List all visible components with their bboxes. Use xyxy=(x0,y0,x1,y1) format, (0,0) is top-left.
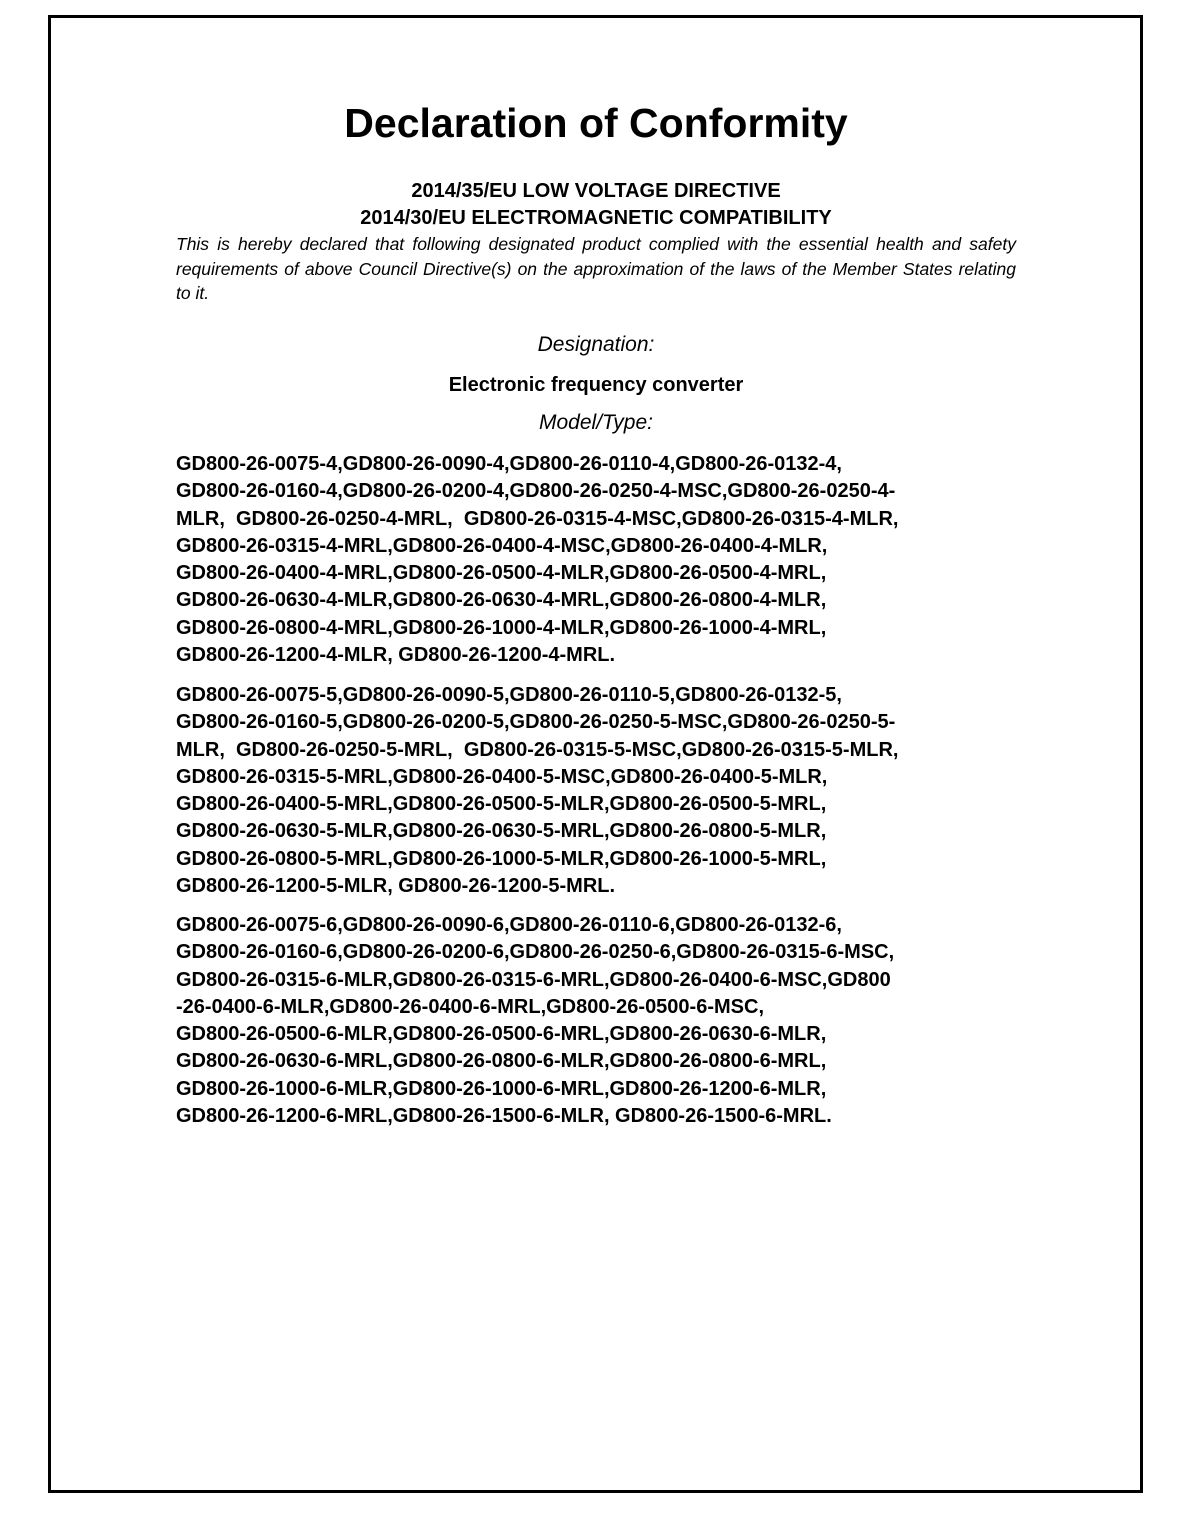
model-line: MLR, GD800-26-0250-4-MRL, GD800-26-0315-4-MSC,GD800-26-0315-4-MLR, xyxy=(176,507,899,530)
directive-low-voltage: 2014/35/EU LOW VOLTAGE DIRECTIVE xyxy=(411,180,781,202)
model-line: GD800-26-0315-6-MLR,GD800-26-0315-6-MRL,GD800-26-0400-6-MSC,GD800 xyxy=(176,968,891,991)
model-line: MLR, GD800-26-0250-5-MRL, GD800-26-0315-5-MSC,GD800-26-0315-5-MLR, xyxy=(176,738,899,761)
model-line: GD800-26-0315-5-MRL,GD800-26-0400-5-MSC,GD800-26-0400-5-MLR, xyxy=(176,765,828,788)
model-line: GD800-26-0075-5,GD800-26-0090-5,GD800-26-0110-5,GD800-26-0132-5, xyxy=(176,684,842,706)
model-type-label: Model/Type: xyxy=(539,411,653,434)
model-group-400v xyxy=(176,451,1026,669)
model-line: GD800-26-1200-4-MLR, GD800-26-1200-4-MRL. xyxy=(176,644,616,667)
model-line: GD800-26-0160-4,GD800-26-0200-4,GD800-26-0250-4-MSC,GD800-26-0250-4- xyxy=(176,480,896,503)
directive-list xyxy=(176,178,1016,232)
model-group-500v xyxy=(176,682,1026,900)
model-line: GD800-26-0160-5,GD800-26-0200-5,GD800-26-0250-5-MSC,GD800-26-0250-5- xyxy=(176,711,896,734)
model-line: GD800-26-0630-6-MRL,GD800-26-0800-6-MLR,GD800-26-0800-6-MRL, xyxy=(176,1050,827,1073)
designation-value: Electronic frequency converter xyxy=(448,374,744,396)
model-line: GD800-26-1200-6-MRL,GD800-26-1500-6-MLR, GD800-26-1500-6-MRL. xyxy=(176,1105,832,1128)
model-line: GD800-26-0400-4-MRL,GD800-26-0500-4-MLR,GD800-26-0500-4-MRL, xyxy=(176,562,827,585)
conformity-statement: This is hereby declared that following designated product complied with the essential health and safety requirements of above Council Directive(s) on the approximation of the laws of the Member States relating to it. xyxy=(176,234,1016,303)
model-group-690v xyxy=(176,912,1026,1130)
model-line: GD800-26-0800-5-MRL,GD800-26-1000-5-MLR,GD800-26-1000-5-MRL, xyxy=(176,847,827,870)
model-line: GD800-26-0315-4-MRL,GD800-26-0400-4-MSC,GD800-26-0400-4-MLR, xyxy=(176,534,828,557)
model-line: GD800-26-0630-4-MLR,GD800-26-0630-4-MRL,GD800-26-0800-4-MLR, xyxy=(176,589,827,612)
model-line: GD800-26-0630-5-MLR,GD800-26-0630-5-MRL,GD800-26-0800-5-MLR, xyxy=(176,820,827,843)
model-line: GD800-26-1000-6-MLR,GD800-26-1000-6-MRL,GD800-26-1200-6-MLR, xyxy=(176,1077,827,1100)
model-line: GD800-26-1200-5-MLR, GD800-26-1200-5-MRL. xyxy=(176,875,616,898)
directive-emc: 2014/30/EU ELECTROMAGNETIC COMPATIBILITY xyxy=(360,207,832,229)
model-line: GD800-26-0075-4,GD800-26-0090-4,GD800-26-0110-4,GD800-26-0132-4, xyxy=(176,453,842,475)
designation-label: Designation: xyxy=(537,333,655,356)
model-line: GD800-26-0800-4-MRL,GD800-26-1000-4-MLR,GD800-26-1000-4-MRL, xyxy=(176,616,827,639)
model-line: GD800-26-0160-6,GD800-26-0200-6,GD800-26-0250-6,GD800-26-0315-6-MSC, xyxy=(176,941,895,964)
model-line: GD800-26-0400-5-MRL,GD800-26-0500-5-MLR,GD800-26-0500-5-MRL, xyxy=(176,793,827,816)
model-line: -26-0400-6-MLR,GD800-26-0400-6-MRL,GD800-26-0500-6-MSC, xyxy=(176,995,764,1018)
model-line: GD800-26-0075-6,GD800-26-0090-6,GD800-26-0110-6,GD800-26-0132-6, xyxy=(176,914,842,936)
model-line: GD800-26-0500-6-MLR,GD800-26-0500-6-MRL,GD800-26-0630-6-MLR, xyxy=(176,1023,827,1046)
document-title: Declaration of Conformity xyxy=(344,100,848,146)
